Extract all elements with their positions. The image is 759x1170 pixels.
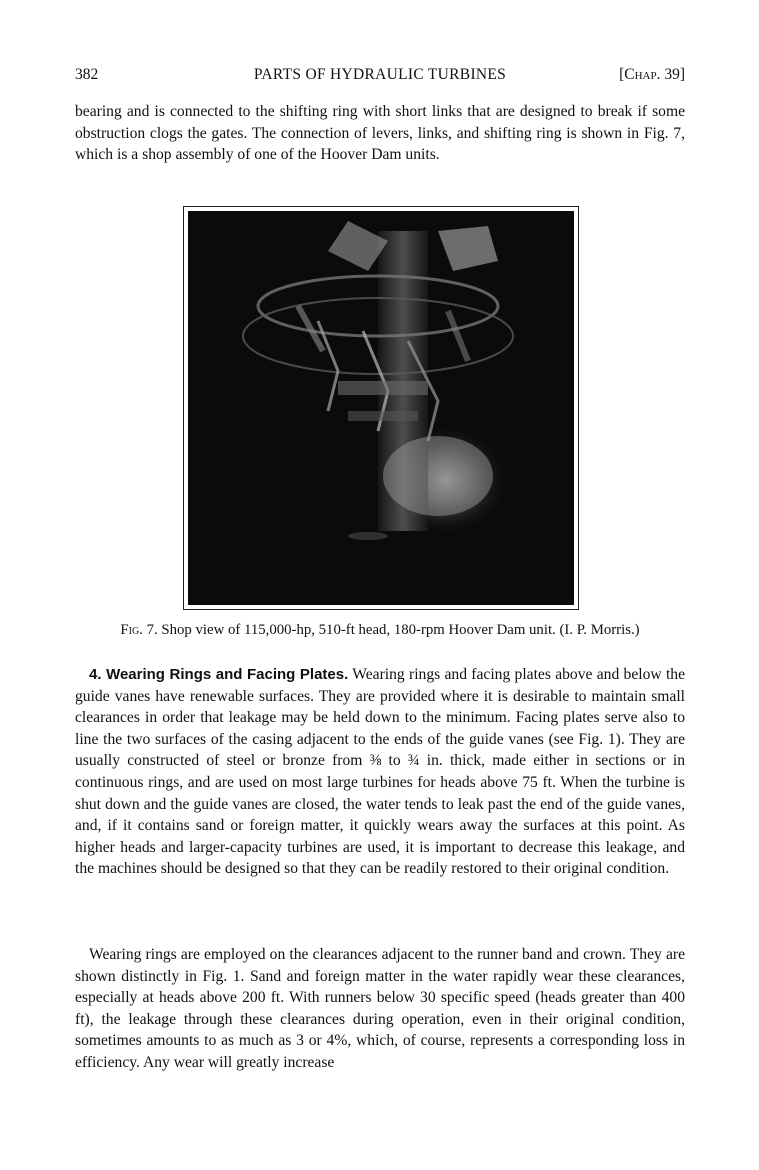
running-header	[75, 64, 685, 86]
page-number: 382	[75, 66, 99, 83]
turbine-photo	[188, 211, 574, 605]
section-heading: 4. Wearing Rings and Facing Plates.	[89, 666, 349, 683]
section-paragraph-2: Wearing rings are employed on the clearances adjacent to the runner band and crown. They are shown distinctly in Fig. 1. Sand and foreign matter in the water rapidly wear these clearances, especially at heads above 200 ft. With runners below 30 specific speed (heads greater than 400 ft), the leakage through these clearances during operation, even in their original condition, sometimes amounts to as much as 3 or 4%, which, of course, represents a corresponding loss in efficiency. Any wear will greatly increase	[75, 946, 685, 1071]
figure-caption	[75, 620, 685, 640]
figure-caption-text: Shop view of 115,000-hp, 510-ft head, 180-rpm Hoover Dam unit. (I. P. Morris.)	[161, 622, 640, 638]
turbine-photo-illustration	[188, 211, 574, 605]
intro-paragraph: bearing and is connected to the shifting ring with short links that are designed to break if some obstruction clogs the gates. The connection of levers, links, and shifting ring is shown in Fig. 7, which is a shop assembly of one of the Hoover Dam units.	[75, 103, 685, 164]
chapter-label: [Chap. 39]	[619, 66, 685, 83]
section-paragraph-1	[75, 664, 685, 880]
section-paragraph-1-text: Wearing rings and facing plates above and below the guide vanes have renewable surfaces. They are provided where it is desirable to maintain small clearances in order that leakage may be held down to the minimum. Facing plates serve also to line the two surfaces of the casing adjacent to the ends of the guide vanes (see Fig. 1). They are usually constructed of steel or bronze from ⅜ to ¾ in. thick, made either in sections or in continuous rings, and are used on most large turbines for heads above 75 ft. When the turbine is shut down and the guide vanes are closed, the water tends to leak past the end of the guide vanes, and, if it contains sand or foreign matter, it quickly wears away the surfaces at this point. As higher heads and larger-capacity turbines are used, it is important to decrease this leakage, and the machines should be designed so that they can be readily restored to their original condition.	[75, 666, 685, 878]
running-title: PARTS OF HYDRAULIC TURBINES	[253, 66, 507, 83]
figure-7-frame	[183, 206, 579, 610]
figure-label: Fig. 7.	[120, 622, 158, 638]
